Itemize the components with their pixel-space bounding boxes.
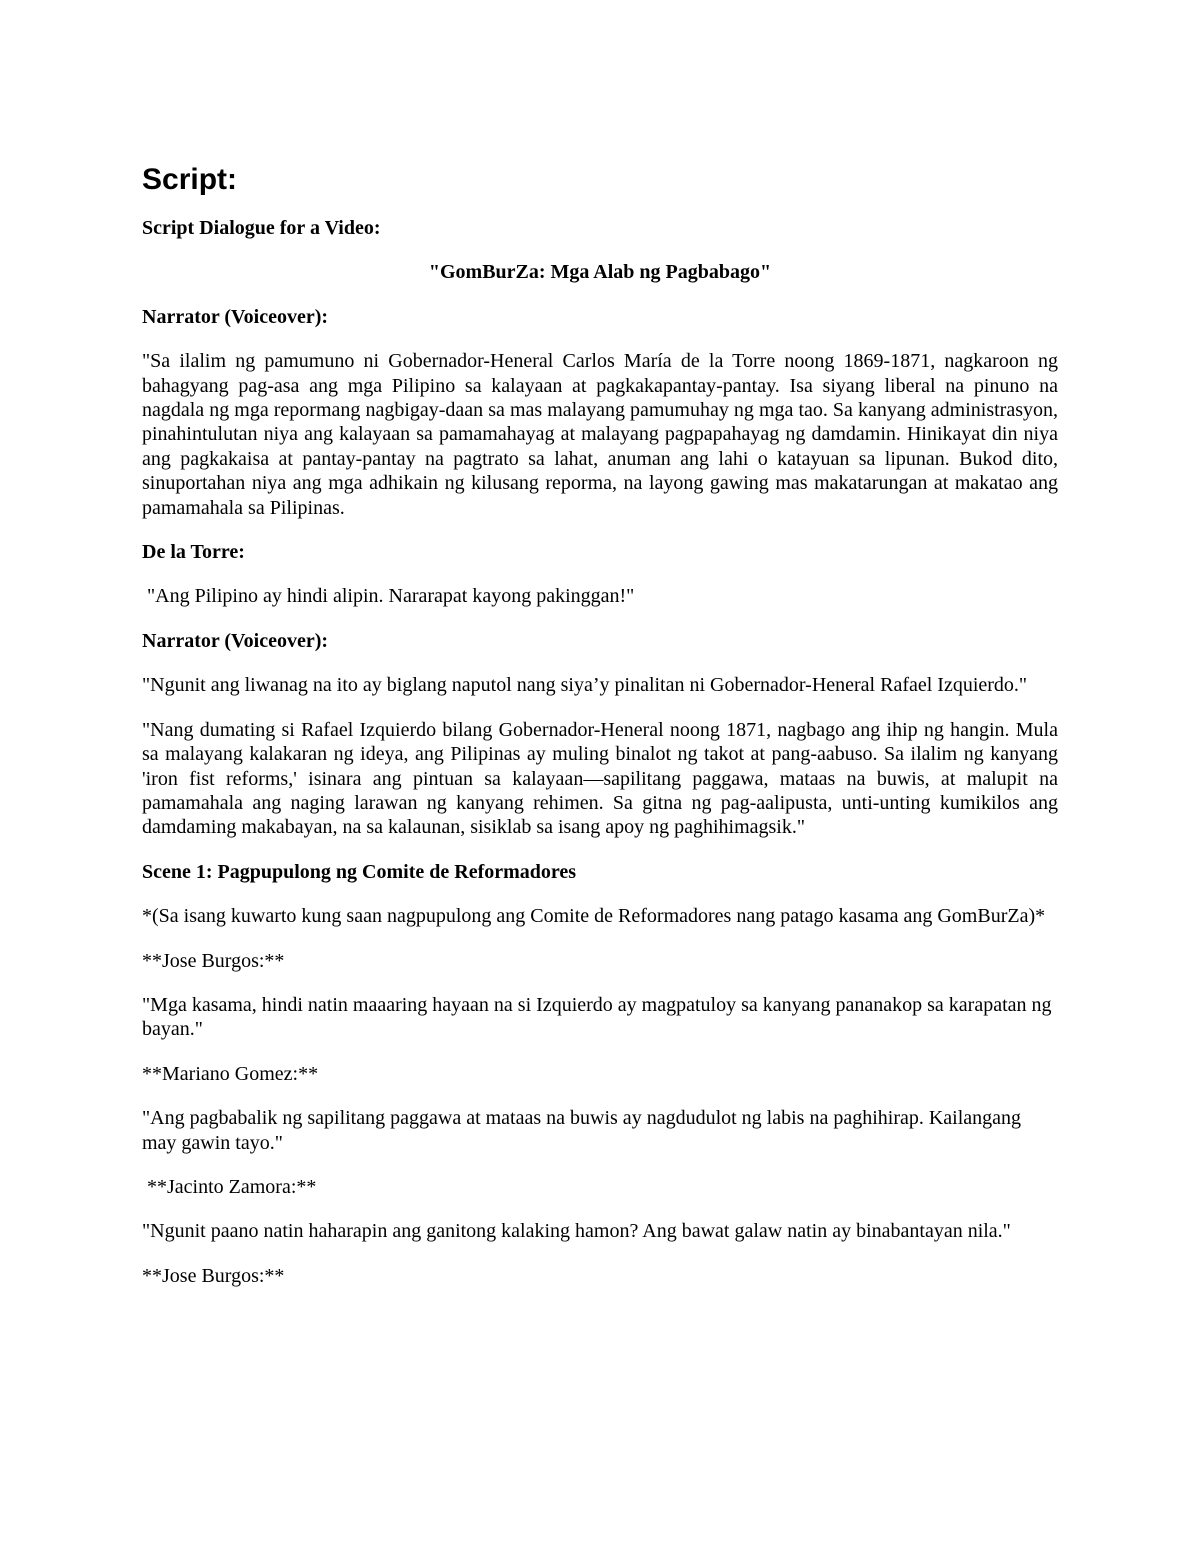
speaker-label: **Jacinto Zamora:**	[142, 1175, 317, 1198]
speaker-label: Narrator (Voiceover):	[142, 305, 329, 328]
speaker-label: **Jose Burgos:**	[142, 949, 285, 972]
stage-direction: *(Sa isang kuwarto kung saan nagpupulong ang Comite de Reformadores nang patago kasama ang GomBurZa)*	[142, 905, 1046, 928]
speaker-label: Narrator (Voiceover):	[142, 629, 329, 652]
speaker-label: De la Torre:	[142, 541, 245, 564]
dialogue-paragraph: "Ang pagbabalik ng sapilitang paggawa at mataas na buwis ay nagdudulot ng labis na paghihirap. Kailangang may gawin tayo."	[142, 1107, 1022, 1154]
speaker-label: **Jose Burgos:**	[142, 1264, 285, 1287]
page-heading: Script:	[142, 163, 238, 196]
scene-heading: Scene 1: Pagpupulong ng Comite de Reformadores	[142, 860, 577, 883]
dialogue-paragraph: "Ngunit paano natin haharapin ang ganitong kalaking hamon? Ang bawat galaw natin ay binabantayan nila."	[142, 1220, 1011, 1243]
dialogue-paragraph: "Mga kasama, hindi natin maaaring hayaan na si Izquierdo ay magpatuloy sa kanyang pananakop sa karapatan ng bayan."	[142, 993, 1052, 1041]
script-title: "GomBurZa: Mga Alab ng Pagbabago"	[428, 261, 772, 284]
dialogue-paragraph: "Ang Pilipino ay hindi alipin. Nararapat kayong pakinggan!"	[147, 585, 635, 608]
dialogue-paragraph: "Ngunit ang liwanag na ito ay biglang naputol nang siya’y pinalitan ni Gobernador-Heneral Rafael Izquierdo."	[142, 674, 1028, 697]
script-subheading: Script Dialogue for a Video:	[142, 217, 381, 239]
dialogue-paragraph: "Sa ilalim ng pamumuno ni Gobernador-Heneral Carlos María de la Torre noong 1869-1871, nagkaroon ng bahagyang pag-asa ang mga Pilipino sa kalayaan at pagkakapantay-pantay. Isa siyang liberal na pinuno na nagdala ng mga repormang nagbigay-daan sa mas malayang pamumuhay ng mga tao. Sa kanyang administrasyon, pinahintulutan niya ang kalayaan sa pamamahayag at malayang pagpapahayag ng damdamin. Hinikayat din niya ang pagkakaisa at pantay-pantay na pagtrato sa lahat, anuman ang lahi o katayuan sa lipunan. Bukod dito, sinuportahan niya ang mga adhikain ng kilusang reporma, na layong gawing mas makatarungan at makatao ang pamamahala sa Pilipinas.	[142, 350, 1058, 519]
speaker-label: **Mariano Gomez:**	[142, 1062, 319, 1085]
document-page	[142, 160, 1058, 1308]
dialogue-paragraph: "Nang dumating si Rafael Izquierdo bilang Gobernador-Heneral noong 1871, nagbago ang ihip ng hangin. Mula sa malayang kalakaran ng ideya, ang Pilipinas ay muling binalot ng takot at pang-aabuso. Sa ilalim ng kanyang 'iron fist reforms,' isinara ang pintuan sa kalayaan—sapilitang paggawa, mataas na buwis, at malupit na pamamahala ang naging larawan ng kanyang rehimen. Sa gitna ng pag-aalipusta, unti-unting kumikilos ang damdaming makabayan, na sa kalaunan, sisiklab sa isang apoy ng paghihimagsik."	[142, 718, 1058, 839]
